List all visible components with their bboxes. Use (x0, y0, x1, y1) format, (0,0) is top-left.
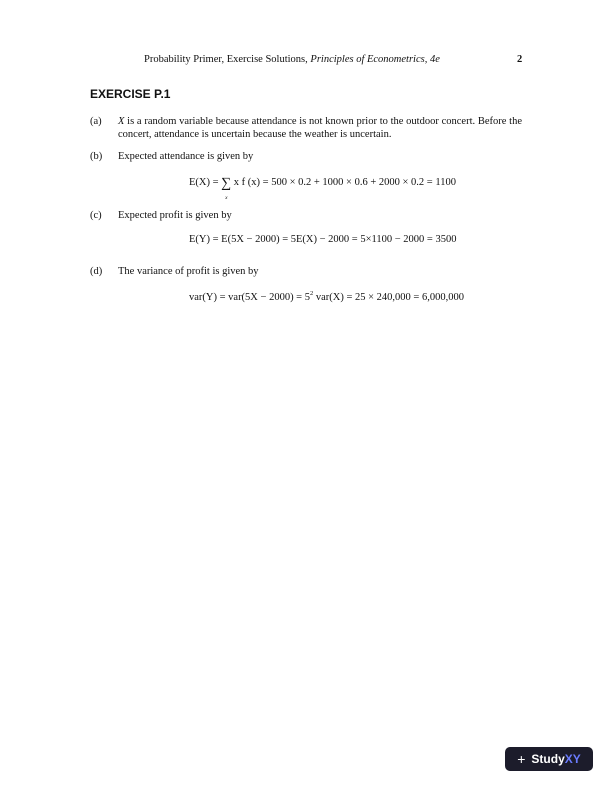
summation-index: x (225, 195, 228, 201)
equation-expected-profit: E(Y) = E(5X − 2000) = 5E(X) − 2000 = 5×1100 − 2000 = 3500 (189, 234, 457, 245)
part-text (118, 115, 522, 141)
eq-rhs: x f (x) = 500 × 0.2 + 1000 × 0.6 + 2000 × 0.2 = 1100 (233, 177, 456, 188)
eq-lhs: E(X) = (189, 177, 219, 188)
equation-expected-attendance (189, 176, 456, 201)
watermark-main: Study (531, 752, 565, 766)
part-b (90, 150, 522, 163)
exercise-title: EXERCISE P.1 (90, 87, 171, 101)
part-a-text: is a random variable because attendance is not known prior to the outdoor concert. Before the concert, attendance is uncertain because the weather is uncertain. (118, 116, 522, 140)
exponent: 2 (309, 290, 314, 297)
part-text: Expected attendance is given by (118, 151, 254, 162)
equation-variance-profit (189, 290, 464, 303)
page-number: 2 (517, 54, 523, 65)
eq-part1: var(Y) = var(5X − 2000) = 5 (189, 292, 310, 303)
part-c (90, 209, 522, 222)
part-d (90, 265, 522, 278)
running-header (144, 54, 440, 65)
watermark-accent: XY (564, 752, 581, 766)
part-label: (b) (90, 151, 103, 162)
part-text: Expected profit is given by (118, 210, 232, 221)
part-text: The variance of profit is given by (118, 266, 259, 277)
plus-icon: + (517, 751, 526, 767)
summation-symbol: ∑ x (221, 176, 232, 201)
variable-x: X (118, 116, 125, 127)
part-label: (d) (90, 266, 103, 277)
watermark-text (531, 752, 580, 766)
part-a (90, 115, 522, 141)
studyxy-watermark (505, 747, 593, 771)
header-regular: Probability Primer, Exercise Solutions, (144, 54, 311, 65)
eq-part2: var(X) = 25 × 240,000 = 6,000,000 (313, 292, 464, 303)
part-label: (c) (90, 210, 102, 221)
page-header (0, 54, 612, 68)
header-italic-title: Principles of Econometrics, 4e (310, 54, 440, 65)
part-label: (a) (90, 116, 102, 127)
